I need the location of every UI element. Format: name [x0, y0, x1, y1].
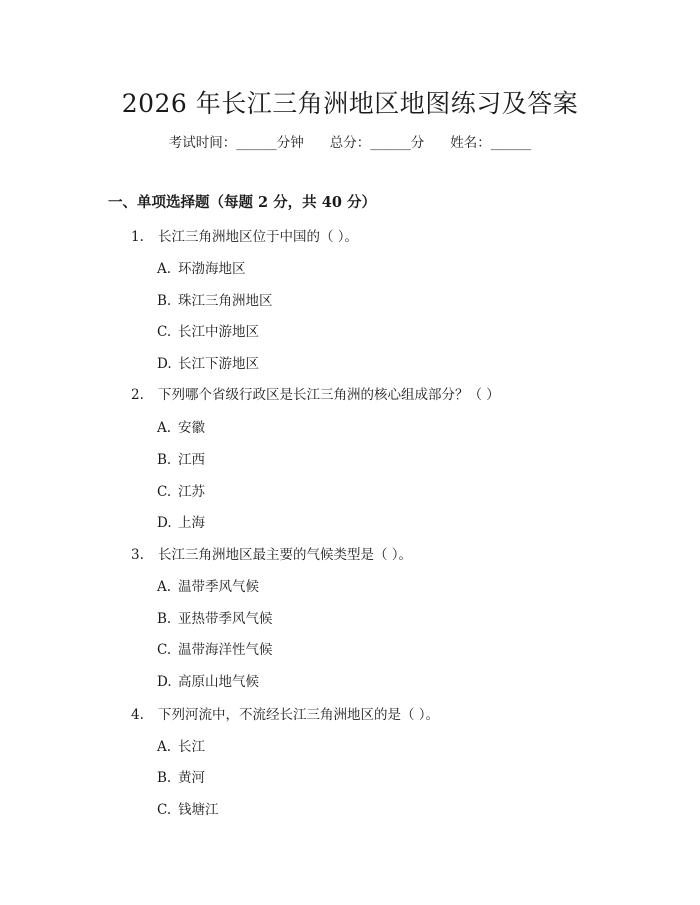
option — [157, 416, 205, 436]
option-letter: C. — [157, 324, 172, 340]
option-letter: C. — [157, 484, 172, 500]
question-number: 1. — [131, 229, 144, 245]
option-letter: A. — [157, 579, 172, 595]
option — [157, 320, 259, 340]
question — [131, 383, 500, 403]
option-text: 温带海洋性气候 — [178, 642, 273, 658]
option — [157, 289, 273, 309]
option-letter: A. — [157, 739, 172, 755]
question — [131, 543, 412, 563]
option-text: 温带季风气候 — [178, 579, 259, 595]
option — [157, 670, 259, 690]
exam-time-field: 考试时间：______分钟 — [168, 135, 304, 151]
option-letter: B. — [157, 293, 172, 309]
option — [157, 798, 219, 818]
option — [157, 257, 246, 277]
question-text: 长江三角洲地区位于中国的（ ）。 — [158, 229, 359, 245]
option-letter: D. — [157, 674, 172, 690]
option-text: 江西 — [178, 452, 205, 468]
option-text: 长江 — [178, 739, 205, 755]
option-text: 江苏 — [178, 484, 205, 500]
option-letter: B. — [157, 611, 172, 627]
option-text: 安徽 — [178, 420, 205, 436]
option-letter: A. — [157, 420, 172, 436]
question — [131, 703, 439, 723]
option — [157, 766, 205, 786]
question — [131, 225, 358, 245]
question-number: 3. — [131, 547, 144, 563]
question-number: 2. — [131, 387, 144, 403]
option-text: 环渤海地区 — [178, 261, 246, 277]
question-text: 长江三角洲地区最主要的气候类型是（ ）。 — [158, 547, 413, 563]
option-letter: A. — [157, 261, 172, 277]
exam-meta — [0, 131, 700, 151]
option — [157, 638, 273, 658]
option — [157, 607, 273, 627]
option — [157, 735, 205, 755]
option — [157, 352, 259, 372]
option-letter: C. — [157, 642, 172, 658]
option — [157, 448, 205, 468]
student-name-field: 姓名：______ — [450, 135, 532, 151]
question-text: 下列哪个省级行政区是长江三角洲的核心组成部分？（ ） — [158, 387, 500, 403]
option-text: 长江中游地区 — [178, 324, 259, 340]
option-text: 长江下游地区 — [178, 356, 259, 372]
option-text: 黄河 — [178, 770, 205, 786]
question-number: 4. — [131, 707, 144, 723]
total-score-field: 总分：______分 — [329, 135, 425, 151]
section-heading: 一、单项选择题（每题 2 分，共 40 分） — [108, 194, 376, 211]
option — [157, 511, 205, 531]
option-text: 珠江三角洲地区 — [178, 293, 273, 309]
option-text: 亚热带季风气候 — [178, 611, 273, 627]
option-letter: B. — [157, 770, 172, 786]
option — [157, 480, 205, 500]
option-text: 高原山地气候 — [178, 674, 259, 690]
question-text: 下列河流中，不流经长江三角洲地区的是（ ）。 — [158, 707, 440, 723]
option — [157, 575, 259, 595]
option-text: 钱塘江 — [178, 802, 219, 818]
option-letter: B. — [157, 452, 172, 468]
page-title: 2026 年长江三角洲地区地图练习及答案 — [121, 89, 579, 118]
option-letter: C. — [157, 802, 172, 818]
option-letter: D. — [157, 356, 172, 372]
option-text: 上海 — [178, 515, 205, 531]
option-letter: D. — [157, 515, 172, 531]
